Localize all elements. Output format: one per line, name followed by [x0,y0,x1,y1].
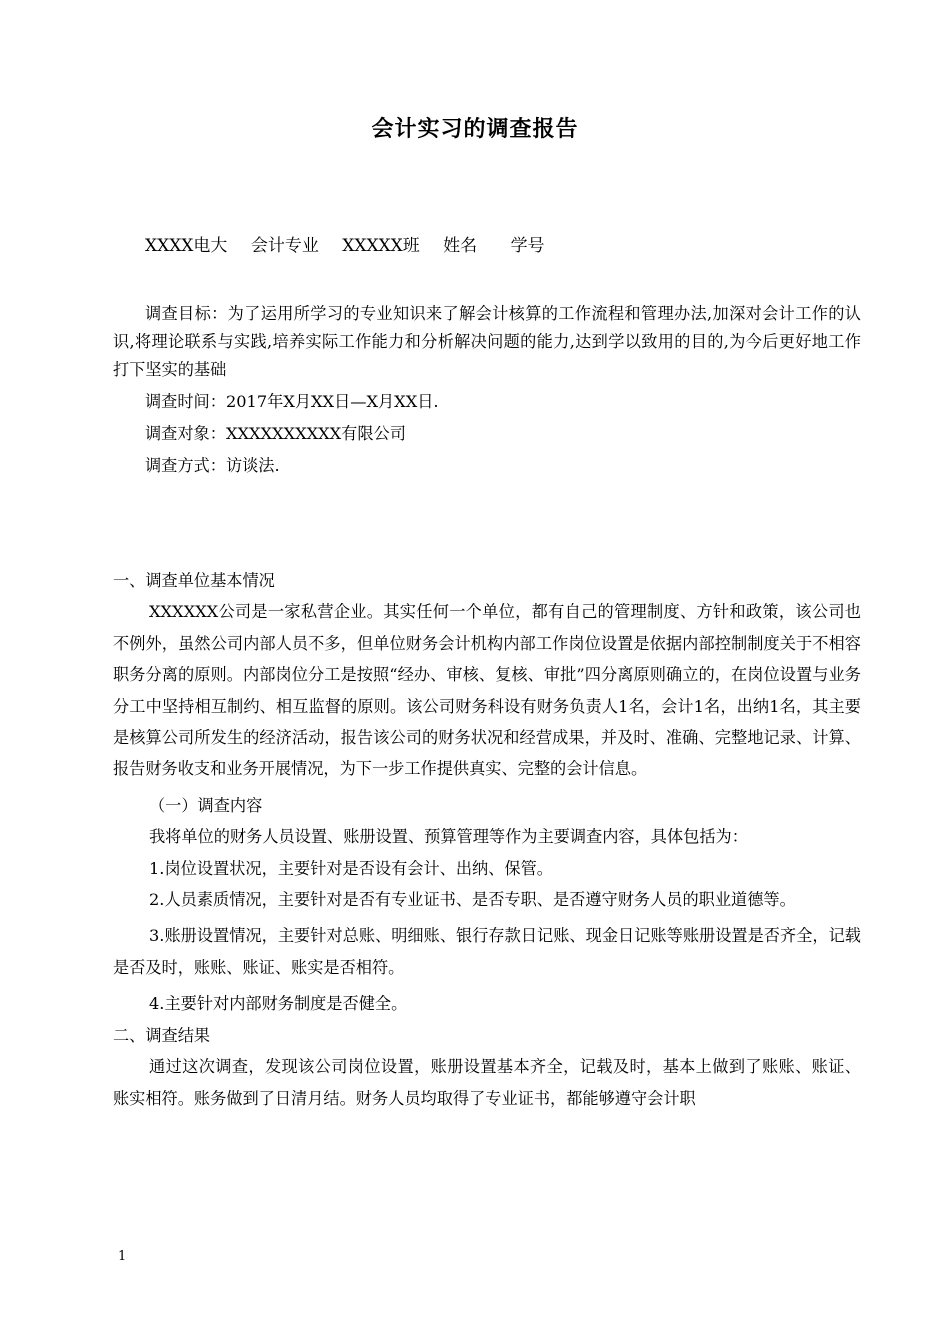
student-id-label: 学号 [510,236,545,256]
class-text: XXXXX班 [342,236,420,256]
list-item: 2.人员素质情况，主要针对是否有专业证书、是否专职、是否遵守财务人员的职业道德等。 [149,890,796,910]
survey-method-label: 调查方式： [145,456,226,475]
list-item: 3.账册设置情况，主要针对总账、明细账、银行存款日记账、现金日记账等账册设置是否齐全，记载是否及时，账账、账证、账实是否相符。 [113,926,861,977]
survey-target [113,420,861,448]
author-info-line [145,231,563,256]
page-number: 1 [118,1249,127,1264]
section-2-heading: 二、调查结果 [113,1025,211,1045]
page-title: 会计实习的调查报告 [371,117,579,142]
name-label: 姓名 [443,236,478,256]
major-text: 会计专业 [250,236,319,256]
survey-target-text: XXXXXXXXXX有限公司 [225,424,406,443]
list-item: 1.岗位设置状况，主要针对是否设有会计、出纳、保管。 [149,858,553,878]
section-1-paragraph: XXXXXX公司是一家私营企业。其实任何一个单位，都有自己的管理制度、方针和政策，该公司也不例外，虽然公司内部人员不多，但单位财务会计机构内部工作岗位设置是依据内部控制制度关于不相容职务分离的原则。内部岗位分工是按照“经办、审核、复核、审批”四分离原则确立的，在岗位设置与业务分工中坚持相互制约、相互监督的原则。该公司财务科设有财务负责人1名，会计1名，出纳1名，其主要是核算公司所发生的经济活动，报告该公司的财务状况和经营成果，并及时、准确、完整地记录、计算、报告财务收支和业务开展情况，为下一步工作提供真实、完整的会计信息。 [113,602,861,779]
section-2-paragraph: 通过这次调查，发现该公司岗位设置，账册设置基本齐全，记载及时，基本上做到了账账、账证、账实相符。账务做到了日清月结。财务人员均取得了专业证书，都能够遵守会计职 [113,1057,861,1108]
section-1-heading: 一、调查单位基本情况 [113,571,275,590]
survey-goal-text: 为了运用所学习的专业知识来了解会计核算的工作流程和管理办法,加深对会计工作的认识,将理论联系与实践,培养实际工作能力和分析解决问题的能力,达到学以致用的目的,为今后更好地工作打下坚实的基础 [113,304,861,379]
survey-goal [113,300,861,384]
survey-time-label: 调查时间： [145,392,226,411]
survey-method [113,452,861,480]
report-body [113,565,861,1119]
survey-target-label: 调查对象： [145,424,226,443]
content-intro: 我将单位的财务人员设置、账册设置、预算管理等作为主要调查内容，具体包括为： [149,827,748,847]
list-item: 4.主要针对内部财务制度是否健全。 [149,994,408,1014]
school-text: XXXX电大 [145,236,228,256]
survey-method-text: 访谈法. [225,456,280,475]
survey-goal-label: 调查目标： [145,304,228,323]
survey-time-text: 2017年X月XX日—X月XX日. [225,392,439,411]
subsection-heading: （一）调查内容 [149,795,263,815]
survey-intro [113,300,861,484]
survey-time [113,388,861,416]
